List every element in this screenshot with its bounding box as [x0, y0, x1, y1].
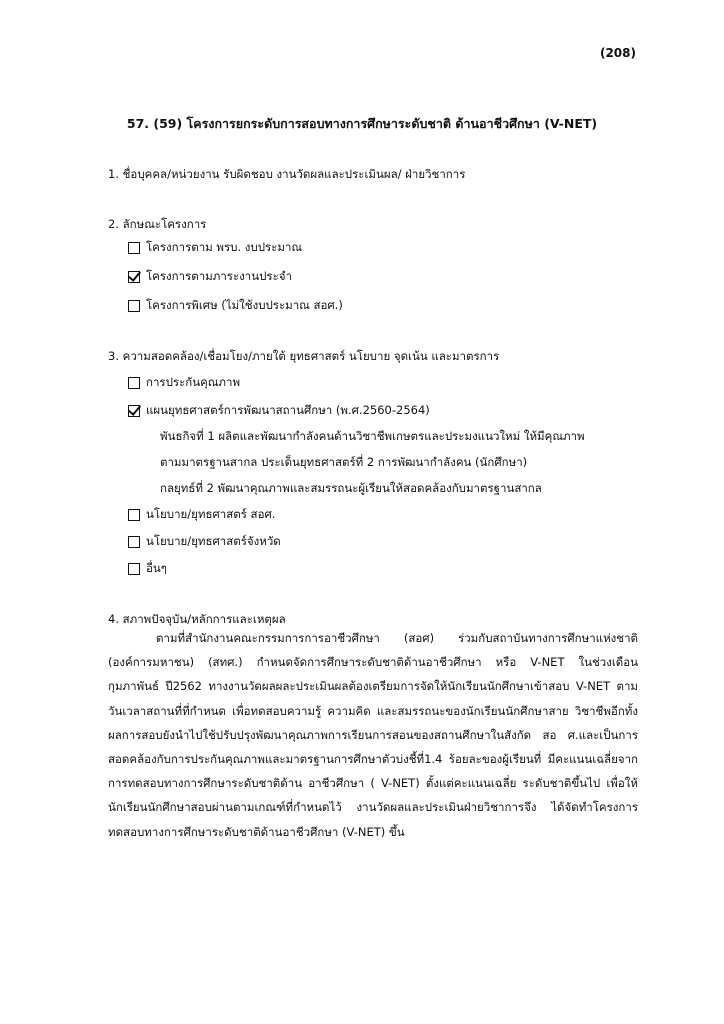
- tactic-detail: กลยุทธ์ที่ 2 พัฒนาคุณภาพและสมรรถนะผู้เรียนให้สอดคล้องกับมาตรฐานสากล: [160, 481, 542, 495]
- option-label: การประกันคุณภาพ: [146, 375, 241, 389]
- option-special-project[interactable]: [128, 297, 343, 315]
- option-label: อื่นๆ: [146, 561, 167, 575]
- checked-checkbox-icon[interactable]: [128, 271, 140, 283]
- option-label: นโยบาย/ยุทธศาสตร์ สอศ.: [146, 507, 276, 521]
- checkbox-icon[interactable]: [128, 509, 140, 521]
- checked-checkbox-icon[interactable]: [128, 405, 140, 417]
- option-label: นโยบาย/ยุทธศาสตร์จังหวัด: [146, 534, 281, 548]
- option-other[interactable]: [128, 560, 167, 578]
- rationale-paragraph: [108, 626, 638, 844]
- option-strategic-plan[interactable]: [128, 402, 430, 420]
- option-quality-assurance[interactable]: [128, 374, 240, 392]
- section3-heading: 3. ความสอดคล้อง/เชื่อมโยง/ภายใต้ ยุทธศาสตร์ นโยบาย จุดเน้น และมาตรการ: [108, 349, 500, 363]
- checkbox-icon[interactable]: [128, 242, 140, 254]
- checkbox-icon[interactable]: [128, 377, 140, 389]
- option-routine-work[interactable]: [128, 268, 292, 286]
- page-number: (208): [599, 46, 636, 60]
- option-label: โครงการพิเศษ (ไม่ใช้งบประมาณ สอศ.): [146, 298, 343, 312]
- checkbox-icon[interactable]: [128, 300, 140, 312]
- option-label: โครงการตาม พรบ. งบประมาณ: [146, 240, 303, 254]
- option-province-policy[interactable]: [128, 533, 281, 551]
- option-label: แผนยุทธศาสตร์การพัฒนาสถานศึกษา (พ.ศ.2560-2564): [146, 403, 430, 417]
- section2-heading: 2. ลักษณะโครงการ: [108, 217, 207, 231]
- section1-responsible: 1. ชื่อบุคคล/หน่วยงาน รับผิดชอบ งานวัดผลและประเมินผล/ ฝ่ายวิชาการ: [108, 167, 466, 181]
- mission-detail: พันธกิจที่ 1 ผลิตและพัฒนากำลังคนด้านวิชาชีพเกษตรและประมงแนวใหม่ ให้มีคุณภาพ: [160, 429, 585, 443]
- option-label: โครงการตามภาระงานประจำ: [146, 269, 292, 283]
- checkbox-icon[interactable]: [128, 563, 140, 575]
- strategy-issue-detail: ตามมาตรฐานสากล ประเด็นยุทธศาสตร์ที่ 2 การพัฒนากำลังคน (นักศึกษา): [160, 455, 528, 469]
- checkbox-icon[interactable]: [128, 536, 140, 548]
- rationale-text: ตามที่สำนักงานคณะกรรมการการอาชีวศึกษา (สอศ) ร่วมกับสถาบันทางการศึกษาแห่งชาติ (องค์การมหาชน) (สทศ.) กำหนดจัดการศึกษาระดับชาติด้านอาชีวศึกษา หรือ V-NET ในช่วงเดือน กุมภาพันธ์ ปี2562 ทางงานวัดผลผละประเมินผลต้องเตรียมการจัดให้นักเรียนนักศึกษาเข้าสอบ V-NET ตามวันเวลาสถานที่ที่กำหนด เพื่อทดสอบความรู้ ความคิด และสมรรถนะของนักเรียนนักศึกษาสาย วิชาชีพอีกทั้งผลการสอบยังนำไปใช้ปรับปรุงพัฒนาคุณภาพการเรียนการสอนของสถานศึกษาในสังกัด สอ ศ.และเป็นการสอดคล้องกับการประกันคุณภาพและมาตรฐานการศึกษาตัวบ่งชี้ที่1.4 ร้อยละของผู้เรียนที่ มีคะแนนเฉลี่ยจากการทดสอบทางการศึกษาระดับชาติด้าน อาชีวศึกษา ( V-NET) ตั้งแต่คะแนนเฉลี่ย ระดับชาติขึ้นไป เพื่อให้นักเรียนนักศึกษาสอบผ่านตามเกณฑ์ที่กำหนดไว้ งานวัดผลและประเมินฝ่ายวิชาการจึง ได้จัดทำโครงการทดสอบทางการศึกษาระดับชาติด้านอาชีวศึกษา (V-NET) ขึ้น: [108, 631, 638, 839]
- option-vec-policy[interactable]: [128, 506, 275, 524]
- section4-heading: 4. สภาพปัจจุบัน/หลักการและเหตุผล: [108, 612, 286, 626]
- option-budget-act[interactable]: [128, 239, 302, 257]
- project-title: 57. (59) โครงการยกระดับการสอบทางการศึกษาระดับชาติ ด้านอาชีวศึกษา (V-NET): [126, 116, 598, 131]
